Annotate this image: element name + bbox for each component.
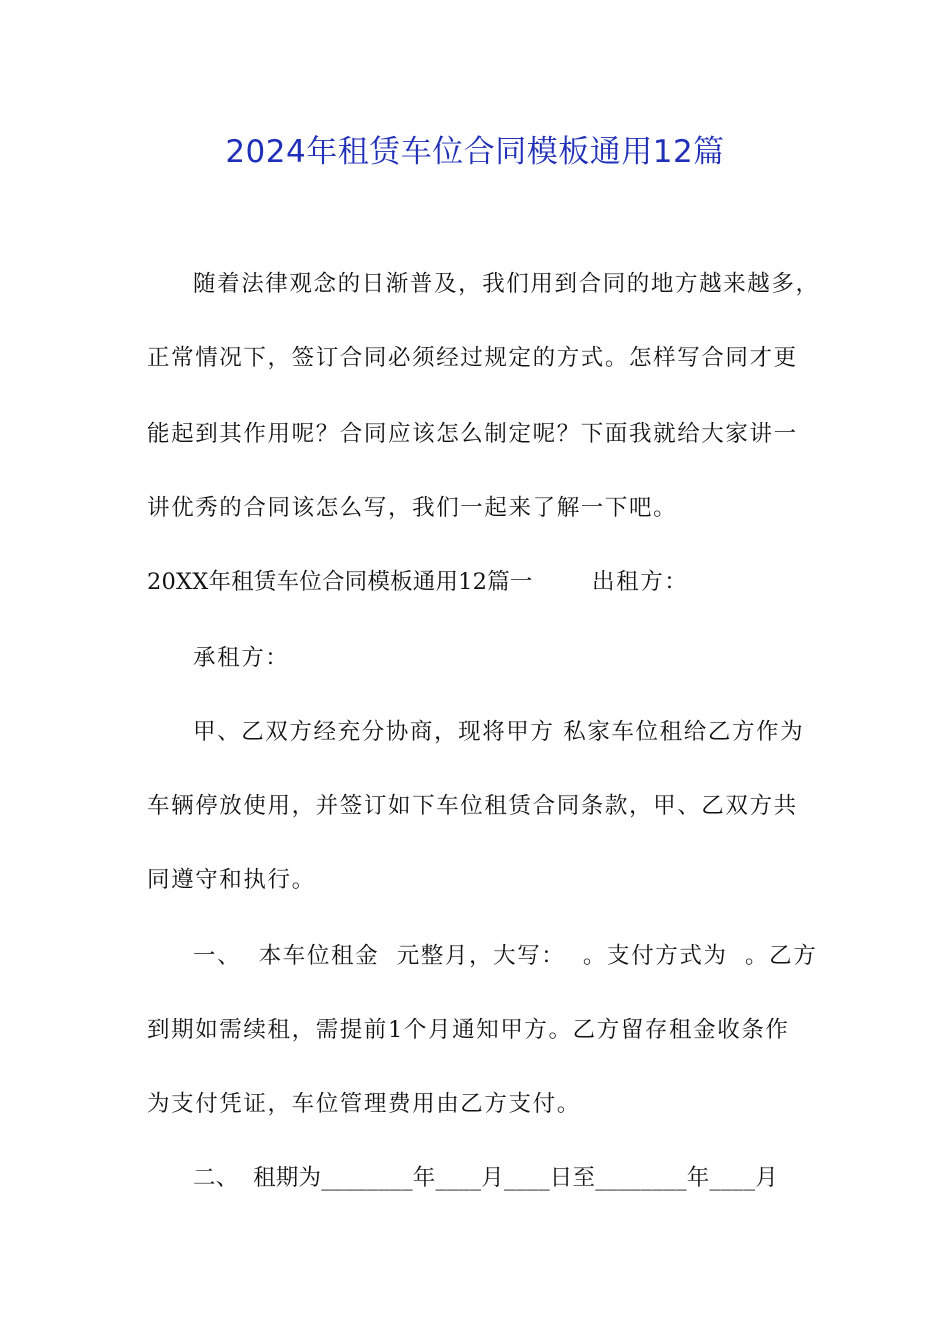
intro-line-4: 讲优秀的合同该怎么写，我们一起来了解一下吧。	[147, 495, 678, 521]
lessee-label: 承租方：	[193, 645, 290, 671]
clause-two-line-1: 二、 租期为________年____月____日至________年____月	[193, 1165, 779, 1191]
section-heading: 20XX年租赁车位合同模板通用12篇一	[147, 569, 533, 595]
clause-one-line-3: 为支付凭证，车位管理费用由乙方支付。	[147, 1091, 581, 1117]
intro-line-3: 能起到其作用呢？合同应该怎么制定呢？下面我就给大家讲一	[147, 421, 798, 447]
document-title: 2024年租赁车位合同模板通用12篇	[225, 134, 725, 170]
clause-one-line-1: 一、 本车位租金 元整月，大写： 。支付方式为 。乙方	[193, 943, 818, 969]
clause-one-line-2: 到期如需续租，需提前1个月通知甲方。乙方留存租金收条作	[147, 1017, 790, 1043]
agreement-line-1: 甲、乙双方经充分协商，现将甲方 私家车位租给乙方作为	[193, 719, 805, 745]
intro-line-1: 随着法律观念的日渐普及，我们用到合同的地方越来越多，	[193, 271, 820, 297]
agreement-line-2: 车辆停放使用，并签订如下车位租赁合同条款，甲、乙双方共	[147, 793, 798, 819]
agreement-line-3: 同遵守和执行。	[147, 867, 316, 893]
intro-line-2: 正常情况下，签订合同必须经过规定的方式。怎样写合同才更	[147, 345, 798, 371]
lessor-label: 出租方：	[592, 569, 689, 595]
